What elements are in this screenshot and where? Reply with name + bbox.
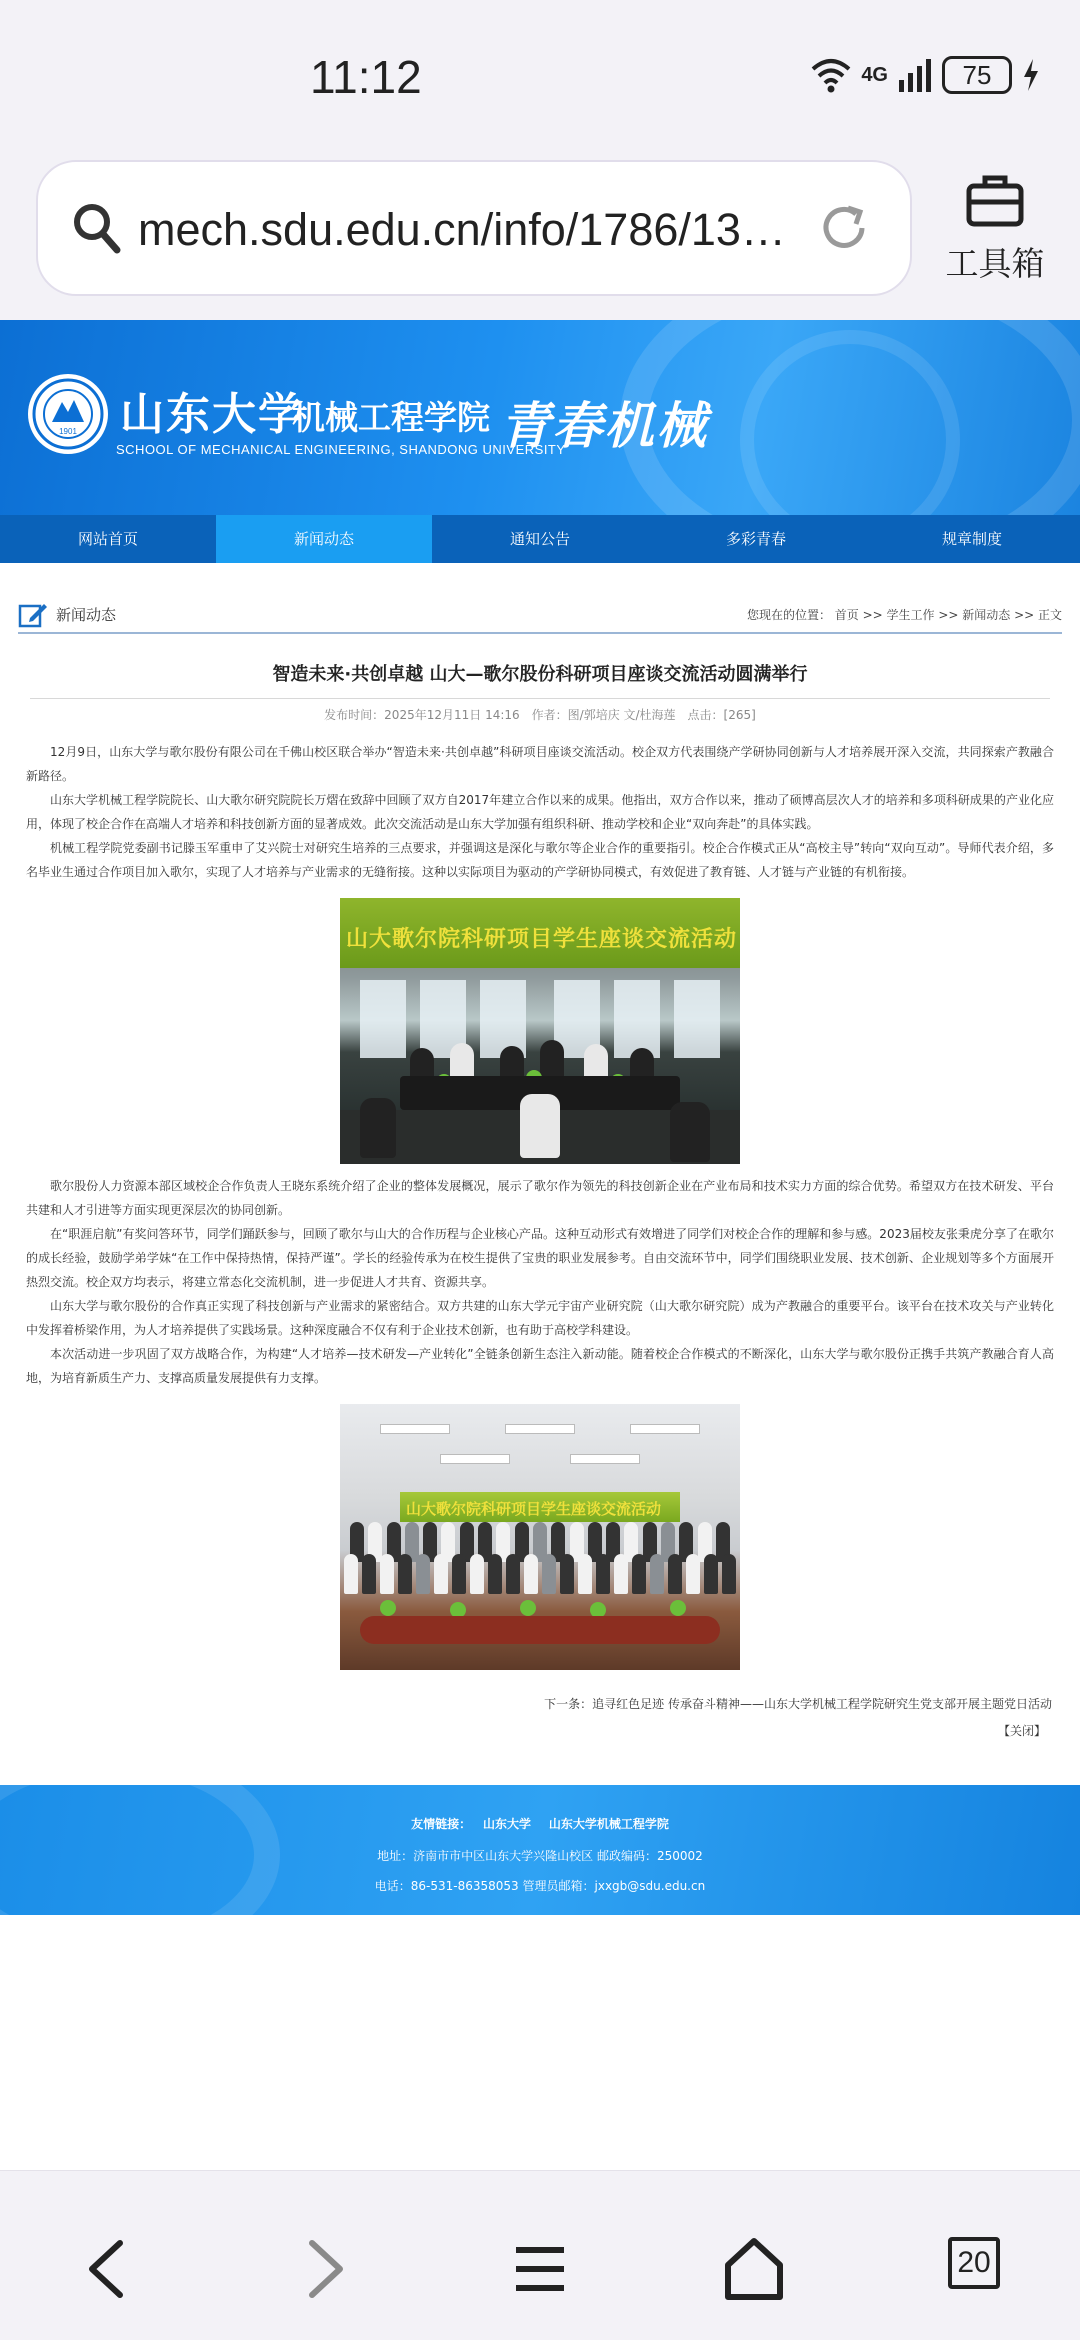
photo-banner-text: 山大歌尔院科研项目学生座谈交流活动	[346, 927, 738, 952]
article-photo-group[interactable]	[340, 1404, 740, 1670]
site-nav	[0, 515, 1080, 563]
photo-banner	[340, 898, 740, 968]
title-divider	[30, 698, 1050, 699]
footer-links	[0, 1815, 1080, 1832]
footer-contact: 电话：86-531-86358053 管理员邮箱：jxxgb@sdu.edu.cn	[374, 1879, 706, 1893]
paragraph: 歌尔股份人力资源本部区域校企合作负责人王晓东系统介绍了企业的整体发展概况，展示了歌尔作为领先的科技创新企业在产业布局和技术实力方面的综合优势。希望双方在技术研发、平台共建和人才引进等方面实现更深层次的协同创新。	[26, 1179, 1054, 1217]
nav-item-news[interactable]: 新闻动态	[216, 515, 432, 563]
article-body	[26, 740, 1054, 1680]
article-photo-meeting[interactable]	[340, 898, 740, 1164]
next-title: 追寻红色足迹 传承奋斗精神——山东大学机械工程学院研究生党支部开展主题党日活动	[592, 1697, 1052, 1711]
toolbox-label: 工具箱	[945, 244, 1045, 283]
site-footer	[0, 1785, 1080, 1915]
article-title: 智造未来·共创卓越 山大—歌尔股份科研项目座谈交流活动圆满举行	[272, 664, 808, 685]
footer-address: 地址：济南市市中区山东大学兴隆山校区 邮政编码：250002	[377, 1849, 703, 1863]
battery-indicator: 75	[942, 56, 1012, 94]
next-article-link[interactable]	[544, 1695, 1052, 1712]
signal-icon	[898, 58, 932, 92]
university-logo[interactable]	[26, 372, 110, 456]
paragraph: 本次活动进一步巩固了双方战略合作，为构建“人才培养—技术研发—产业转化”全链条创新生态注入新动能。随着校企合作模式的不断深化，山东大学与歌尔股份正携手共筑产教融合育人高地，为培育新质生产力、支撑高质量发展提供有力支撑。	[26, 1347, 1054, 1385]
back-arrow-icon	[84, 2239, 128, 2299]
university-name: 山东大学	[120, 389, 304, 440]
browser-toolbar	[0, 150, 1080, 320]
next-label: 下一条：	[544, 1697, 593, 1711]
article-meta: 发布时间：2025年12月11日 14:16 作者：图/郭培庆 文/杜海莲 点击：[265]	[324, 708, 756, 722]
paragraph: 在“职涯启航”有奖问答环节，同学们踊跃参与，回顾了歌尔与山大的合作历程与企业核心产品。这种互动形式有效增进了同学们对校企合作的理解和参与感。2023届校友张秉虎分享了在歌尔的成长经验，鼓励学弟学妹“在工作中保持热情，保持严谨”。学长的经验传承为在校生提供了宝贵的职业发展参考。自由交流环节中，同学们围绕职业发展、技术创新、企业规划等多个方面展开热烈交流。校企双方均表示，将建立常态化交流机制，进一步促进人才共育、资源共享。	[26, 1227, 1054, 1289]
address-bar[interactable]	[36, 160, 912, 296]
charging-icon	[1022, 58, 1040, 92]
paragraph: 机械工程学院党委副书记滕玉军重申了艾兴院士对研究生培养的三点要求，并强调这是深化与歌尔等企业合作的重要指引。校企合作模式正从“高校主导”转向“双向互动”。导师代表介绍，多名毕业生通过合作项目加入歌尔，实现了人才培养与产业需求的无缝衔接。这种以实际项目为驱动的产学研协同模式，有效促进了教育链、人才链与产业链的有机衔接。	[26, 841, 1054, 879]
status-icons	[811, 56, 1040, 94]
paragraph: 山东大学机械工程学院院长、山大歌尔研究院院长万熠在致辞中回顾了双方自2017年建立合作以来的成果。他指出，双方合作以来，推动了硕博高层次人才的培养和多项科研成果的产业化应用，体现了校企合作在高端人才培养和科技创新方面的显著成效。此次交流活动是山东大学加强有组织科研、推动学校和企业“双向奔赴”的具体实践。	[26, 793, 1054, 831]
photo-banner-text: 山大歌尔院科研项目学生座谈交流活动	[406, 1500, 662, 1518]
section-title: 新闻动态	[56, 606, 117, 624]
search-icon	[72, 202, 122, 256]
links-label: 友情链接：	[411, 1817, 472, 1831]
toolbox-button[interactable]	[940, 172, 1050, 285]
status-time: 11:12	[310, 51, 422, 103]
section-header	[18, 600, 1062, 634]
school-name-english: SCHOOL OF MECHANICAL ENGINEERING, SHANDONG UNIVERSITY	[116, 442, 566, 457]
menu-icon	[512, 2244, 568, 2294]
status-bar	[0, 0, 1080, 150]
site-banner	[0, 320, 1080, 515]
network-type: 4G	[861, 63, 888, 86]
url-text[interactable]: mech.sdu.edu.cn/info/1786/13…	[138, 204, 786, 255]
home-icon	[722, 2237, 786, 2301]
nav-item-rules[interactable]: 规章制度	[941, 530, 1002, 548]
home-button[interactable]	[714, 2229, 794, 2309]
tab-switcher-button[interactable]: 20	[948, 2237, 1000, 2289]
menu-button[interactable]	[500, 2229, 580, 2309]
footer-link-sdu[interactable]: 山东大学	[482, 1817, 531, 1831]
wifi-icon	[811, 57, 851, 93]
footer-link-mech[interactable]: 山东大学机械工程学院	[548, 1817, 669, 1831]
paragraph: 山东大学与歌尔股份的合作真正实现了科技创新与产业需求的紧密结合。双方共建的山东大学元宇宙产业研究院（山大歌尔研究院）成为产教融合的重要平台。该平台在技术攻关与产业转化中发挥着桥梁作用，为人才培养提供了实践场景。这种深度融合不仅有利于企业技术创新，也有助于高校学科建设。	[26, 1299, 1054, 1337]
edit-icon	[18, 600, 48, 628]
reload-icon[interactable]	[818, 202, 870, 254]
site-slogan: 青春机械	[500, 397, 708, 455]
close-link[interactable]: 【关闭】	[997, 1724, 1046, 1738]
nav-item-notices[interactable]: 通知公告	[509, 530, 570, 548]
paragraph: 12月9日，山东大学与歌尔股份有限公司在千佛山校区联合举办“智造未来·共创卓越”科研项目座谈交流活动。校企双方代表围绕产学研协同创新与人才培养展开深入交流，共同探索产教融合新路径。	[26, 745, 1054, 783]
back-button[interactable]	[66, 2229, 146, 2309]
forward-button[interactable]	[286, 2229, 366, 2309]
breadcrumb[interactable]: 您现在的位置： 首页 >> 学生工作 >> 新闻动态 >> 正文	[746, 608, 1062, 622]
nav-item-home[interactable]: 网站首页	[77, 530, 138, 548]
logo-year: 1901	[59, 427, 77, 436]
nav-item-youth[interactable]: 多彩青春	[725, 530, 786, 548]
school-name: 机械工程学院	[292, 398, 490, 437]
photo-banner	[400, 1492, 680, 1522]
browser-bottom-nav	[0, 2170, 1080, 2340]
forward-arrow-icon	[304, 2239, 348, 2299]
toolbox-icon	[965, 172, 1025, 228]
